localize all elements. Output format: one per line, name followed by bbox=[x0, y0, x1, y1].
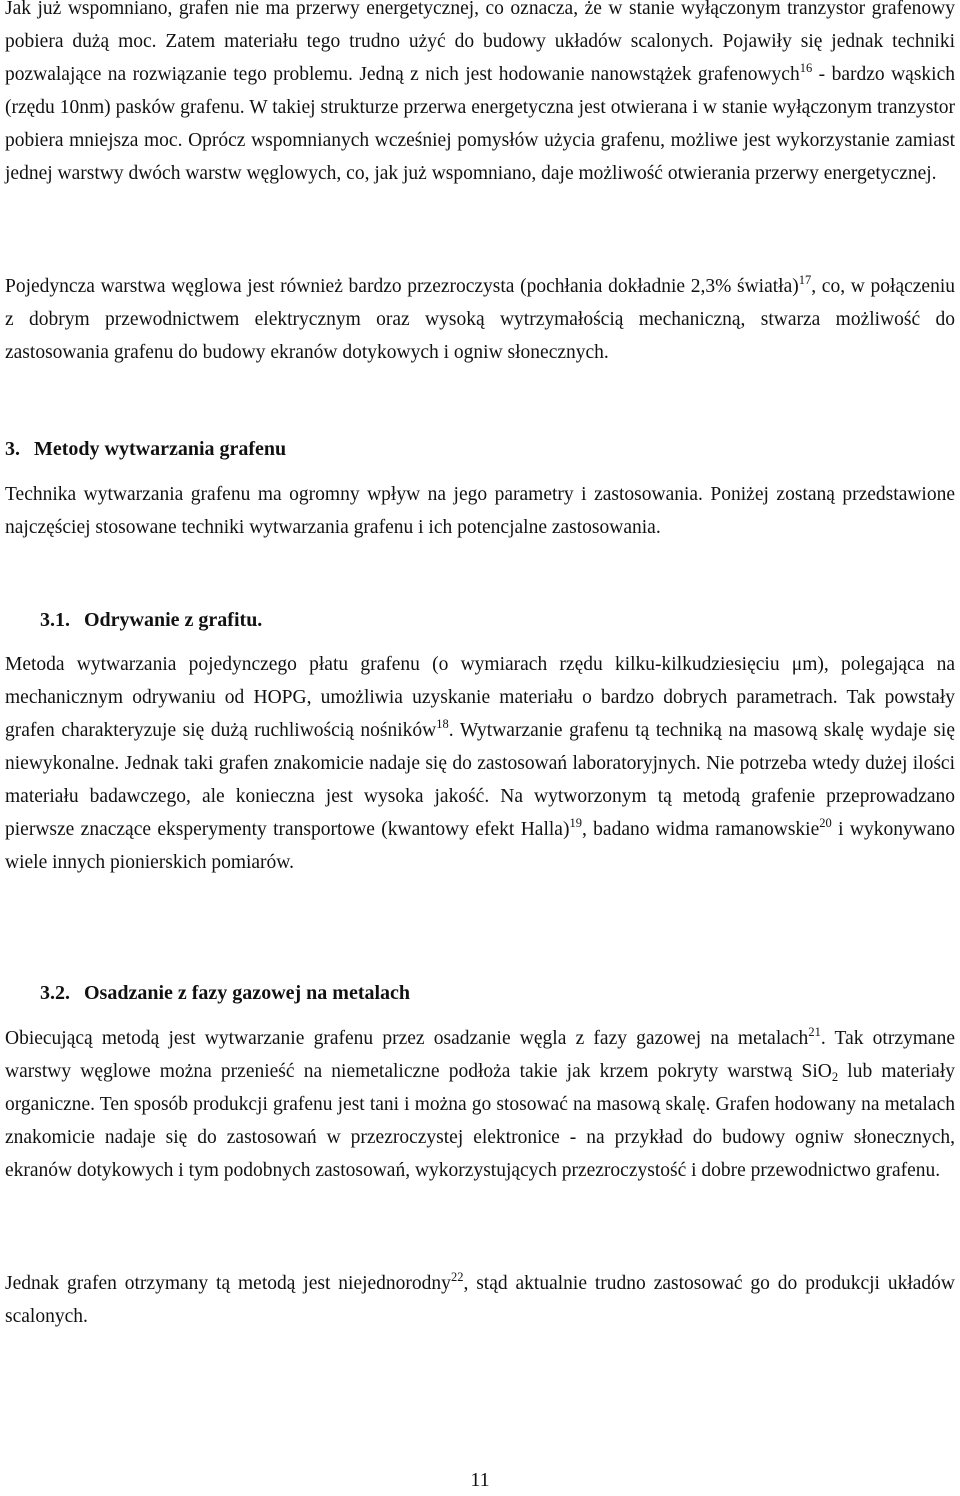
subsection-heading bbox=[40, 605, 920, 635]
subscript: 2 bbox=[831, 1070, 839, 1084]
subsection-heading bbox=[40, 978, 920, 1008]
subsection-number: 3.2. bbox=[40, 982, 70, 1004]
footnote-ref: 21 bbox=[808, 1025, 821, 1039]
paragraph-bandgap bbox=[5, 0, 955, 190]
paragraph-inhomogeneity bbox=[5, 1267, 955, 1333]
footnote-ref: 17 bbox=[798, 273, 812, 287]
subsection-number: 3.1. bbox=[40, 609, 70, 631]
paragraph-text: i wykonywano wiele innych pionierskich pomiarów. bbox=[5, 819, 955, 873]
footnote-ref: 22 bbox=[450, 1270, 464, 1284]
paragraph-text: Jednak grafen otrzymany tą metodą jest niejednorodny bbox=[5, 1273, 451, 1294]
paragraph-exfoliation bbox=[5, 648, 955, 879]
paragraph-intro bbox=[5, 478, 955, 544]
paragraph-transparency bbox=[5, 270, 955, 369]
page-number: 11 bbox=[470, 1469, 490, 1491]
paragraph-text: , co, w połączeniu z dobrym przewodnictwem elektrycznym oraz wysoką wytrzymałością mechaniczną, stwarza możliwość do zastosowania grafenu do budowy ekranów dotykowych i ogniw słonecznych. bbox=[5, 276, 955, 363]
paragraph-text: - bardzo wąskich (rzędu 10nm) pasków grafenu. W takiej strukturze przerwa energetyczna jest otwierana i w stanie wyłączonym tranzystor pobiera mniejsza moc. Oprócz wspomnianych wcześniej pomysłów użycia grafenu, możliwe jest wykorzystanie zamiast jednej warstwy dwóch warstw węglowych, co, jak już wspomniano, daje możliwość otwierania przerwy energetycznej. bbox=[5, 64, 955, 184]
paragraph-text: . Wytwarzanie grafenu tą techniką na masową skalę wydaje się niewykonalne. Jednak taki grafen znakomicie nadaje się do zastosowań laboratoryjnych. Nie potrzeba wtedy dużej ilości materiału badawczego, ale konieczna jest wysoka jakość. Na wytworzonym tą metodą grafenie przeprowadzano pierwsze znaczące eksperymenty transportowe (kwantowy efekt Halla) bbox=[5, 720, 955, 840]
subsection-title: Osadzanie z fazy gazowej na metalach bbox=[84, 982, 411, 1004]
footnote-ref: 16 bbox=[799, 61, 813, 75]
subsection-title: Odrywanie z grafitu. bbox=[84, 609, 263, 631]
section-heading bbox=[5, 434, 955, 464]
section-number: 3. bbox=[5, 438, 20, 460]
paragraph-text: Metoda wytwarzania pojedynczego płatu grafenu (o wymiarach rzędu kilku-kilkudziesięciu μm), polegająca na mechanicznym odrywaniu od HOPG, umożliwia uzyskanie materiału o bardzo dobrych parametrach. Tak powstały grafen charakteryzuje się dużą ruchliwością nośników bbox=[5, 654, 955, 741]
paragraph-cvd bbox=[5, 1022, 955, 1187]
paragraph-text: . Tak otrzymane warstwy węglowe można przenieść na niemetaliczne podłoża takie jak krzem pokryty warstwą SiO bbox=[5, 1028, 955, 1082]
paragraph-text: , badano widma ramanowskie bbox=[581, 819, 820, 840]
footnote-ref: 18 bbox=[436, 717, 449, 731]
paragraph-text: lub materiały organiczne. Ten sposób produkcji grafenu jest tani i można go stosować na masową skalę. Grafen hodowany na metalach znakomicie nadaje się do zastosowań w przezroczystej elektronice - na przykład do budowy ogniw słonecznych, ekranów dotykowych i tym podobnych zastosowań, wykorzystujących przezroczystość i dobre przewodnictwo grafenu. bbox=[5, 1061, 955, 1181]
footnote-ref: 20 bbox=[819, 816, 832, 830]
footnote-ref: 19 bbox=[569, 816, 582, 830]
paragraph-text: Pojedyncza warstwa węglowa jest również bardzo przezroczysta (pochłania dokładnie 2,3% światła) bbox=[5, 276, 799, 297]
paragraph-text: Jak już wspomniano, grafen nie ma przerwy energetycznej, co oznacza, że w stanie wyłączonym tranzystor grafenowy pobiera dużą moc. Zatem materiału tego trudno użyć do budowy układów scalonych. Pojawiły się jednak techniki pozwalające na rozwiązanie tego problemu. Jedną z nich jest hodowanie nanowstążek grafenowych bbox=[5, 0, 955, 85]
section-title: Metody wytwarzania grafenu bbox=[34, 438, 287, 460]
paragraph-text: , stąd aktualnie trudno zastosować go do produkcji układów scalonych. bbox=[5, 1273, 955, 1327]
paragraph-text: Obiecującą metodą jest wytwarzanie grafenu przez osadzanie węgla z fazy gazowej na metalach bbox=[5, 1028, 809, 1049]
paragraph-text: Technika wytwarzania grafenu ma ogromny wpływ na jego parametry i zastosowania. Poniżej zostaną przedstawione najczęściej stosowane techniki wytwarzania grafenu i ich potencjalne zastosowania. bbox=[5, 484, 955, 538]
